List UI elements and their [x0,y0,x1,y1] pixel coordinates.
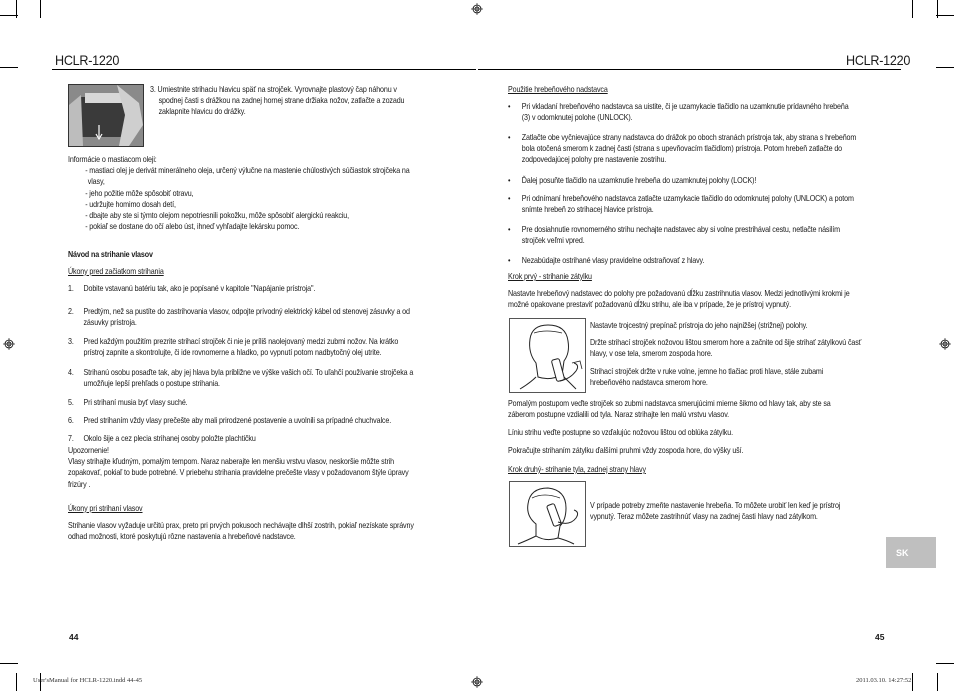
step1-after-line: záberom postupne vzdialili od tyla. Naraz strihajte len malú vrstvu vlasov. [508,409,730,420]
oil-item: vlasy, [87,176,105,187]
oil-info-title: Informácie o mastiacom oleji: [68,154,157,164]
clipper-head-photo [68,84,144,147]
step1-side-line: hlavy, v ose tela, smerom zospoda hore. [590,348,713,359]
step1-after-line: Pokračujte strihaním zátylku ďalšími pruhmi vždy zospoda hore, do výšky uší. [508,444,744,455]
page-number-right: 45 [875,632,885,642]
nape-cutting-illustration [509,318,586,393]
file-slug: User'sManual for HCLR-1220.indd 44-45 [33,677,143,684]
oil-item: - jeho požitie môže spôsobiť otravu, [85,187,194,198]
warning-line: Vlasy strihajte kľudným, pomalým tempom. Naraz naberajte len menšiu vrstvu vlasov, neskoršie môžte strih [68,456,395,467]
crop-mark [0,663,18,664]
back-head-illustration [509,481,586,547]
step1-side-line: hrebeňového nadstavca smerom hore. [590,376,708,387]
oil-item: - pokiaľ se dostane do očí alebo úst, ihneď vyhľadajte lekársku pomoc. [85,221,300,232]
crop-mark [0,15,18,16]
page-number-left: 44 [69,632,79,642]
crop-mark [40,0,41,18]
language-tab [886,537,936,568]
oil-item: - mastiaci olej je derivát minerálneho oleja, určený výlučne na mastenie chúlostivých súčiastok strojčeka na [85,165,410,176]
step1-side-line: Držte strihací strojček nožovou lištou smerom hore a začnite od šije strihať zátylkovú časť [590,337,862,348]
registration-mark-icon [471,3,483,15]
header-rule-right [478,69,901,70]
oil-item: - udržujte homimo dosah detí, [85,198,176,209]
warning-title: Upozornenie! [68,445,109,455]
during-section-title: Úkony pri strihaní vlasov [68,503,143,513]
language-tab-label: SK [896,548,909,558]
crop-mark [912,673,913,691]
registration-mark-icon [939,338,951,350]
registration-mark-icon [471,676,483,688]
guide-title: Návod na strihanie vlasov [68,249,153,259]
step3-line: spodnej časti s drážkou na zadnej hornej strane držiaka nožov, zatlačte a zozadu [158,95,405,106]
crop-mark [16,673,17,691]
model-header-right: HCLR-1220 [846,52,911,68]
step2-side-line: V prípade potreby zmeňte nastavenie hrebeňa. To môžete urobiť len keď je prístroj [590,500,841,510]
step1-after-line: Líniu strihu veďte postupne so vzďalujúc nožovou lištou od oblúka zátylku. [508,427,733,438]
warning-line: frizúry . [68,478,91,489]
step1-intro-line: možné opakovane prestaviť požadovanú dĺžku strihu, ale iba v prípade, že je prístroj vypnutý. [508,299,792,310]
comb-section-title: Použitie hrebeňového nadstavca [508,84,608,94]
header-rule-left [52,69,476,70]
crop-mark [912,0,913,18]
crop-mark [0,67,18,68]
step1-intro-line: Nastavte hrebeňový nadstavec do polohy pre požadovanú dĺžku zastrihnutia vlasov. Medzi jednotlivými krokmi je [508,288,850,298]
crop-mark [936,15,954,16]
step2-title: Krok druhý- strihanie tyla, zadnej strany hlavy [508,464,646,474]
step1-side-line: Nastavte trojcestný prepínač prístroja do jeho najnižšej (strižnej) polohy. [590,320,808,330]
step1-after-line: Pomalým postupom veďte strojček so zubmi nadstavca smerujúcimi mierne šikmo od hlavy tak, aby ste sa [508,398,831,408]
date-slug: 2011.03.10. 14:27:52 [856,677,912,684]
crop-mark [936,663,954,664]
step3-line: zaklapnite hlavicu do drážky. [158,106,246,117]
model-header-left: HCLR-1220 [55,52,120,68]
before-section-title: Úkony pred začiatkom strihania [68,266,164,276]
step3-line: 3. Umiestnite strihaciu hlavicu späť na strojček. Vyrovnajte plastový čap náhonu v [150,84,397,94]
warning-line: zopakovať, pokiaľ to bude potrebné. V priebehu strihania pravidelne prečešte vlasy v požadovanom štýle úpravy [68,467,409,478]
oil-item: - dbajte aby ste si týmto olejom nepotriesnili pokožku, môže spôsobiť alergickú reakciu, [85,210,349,221]
during-line: Strihanie vlasov vyžaduje určitú prax, preto pri prvých pokusoch nechávajte dlhší zostrih, pokiaľ nezískate správny [68,520,414,530]
step1-side-line: Strihací strojček držte v ruke volne, jemne ho tlačiac proti hlave, stále zubami [590,365,824,376]
registration-mark-icon [3,338,15,350]
crop-mark [937,673,938,691]
step2-side-line: vypnutý. Teraz môžete zastrihnúť vlasy na zadnej časti hlavy nad zátylkom. [590,511,818,522]
during-line: odhad možnosti, ktoré poskytujú rôzne nastavenia a hrebeňové nadstavce. [68,531,296,542]
crop-mark [936,67,954,68]
step1-title: Krok prvý - strihanie zátylku [508,271,592,281]
